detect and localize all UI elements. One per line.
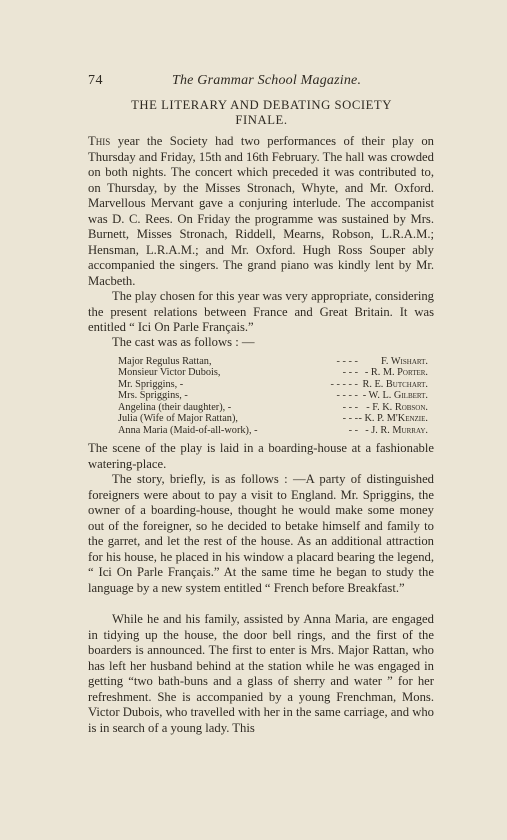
paragraph-6 bbox=[88, 612, 434, 736]
cast-role: Mrs. Spriggins, - bbox=[118, 390, 188, 402]
cast-leader-dashes: - - - - bbox=[336, 390, 358, 402]
cast-actor: - J. R. Murray. bbox=[365, 424, 428, 436]
article-title bbox=[88, 98, 435, 128]
cast-row bbox=[118, 425, 428, 436]
cast-leader-dashes: - - bbox=[348, 424, 358, 436]
cast-actor: R. E. Butchart. bbox=[362, 378, 428, 390]
paragraph-1-text bbox=[88, 134, 434, 289]
cast-leader-dashes: - - - bbox=[342, 367, 358, 379]
paragraph-5 bbox=[88, 472, 434, 596]
paragraph-4-text: The scene of the play is laid in a boarding-house at a fashionable watering-place. bbox=[88, 441, 434, 471]
paragraph-2 bbox=[88, 289, 434, 336]
cast-actor: - R. M. Porter. bbox=[364, 367, 428, 379]
paragraph-2-text: The play chosen for this year was very appropriate, considering the present relations between France and Great Britain. It was entitled “ Ici On Parle Français.” bbox=[88, 289, 434, 334]
cast-actor: - K. P. M'Kenzie. bbox=[358, 413, 428, 425]
cast-role: Julia (Wife of Major Rattan), bbox=[118, 413, 238, 425]
paragraph-6-text: While he and his family, assisted by Anna Maria, are engaged in tidying up the house, the door bell rings, and the first of the boarders is announced. The first to enter is Mrs. Major Rattan, who has left her husband behind at the station while he was engaged in getting “two bath-buns and a glass of sherry and water ” for her refreshment. She is accompanied by a young Frenchman, Mons. Victor Dubois, who travelled with her in the same carriage, and who is in search of a young lady. This bbox=[88, 612, 434, 735]
cast-role: Mr. Spriggins, - bbox=[118, 378, 184, 390]
paragraph-5-text: The story, briefly, is as follows : —A party of distinguished foreigners were about to pay a visit to England. Mr. Spriggins, the owner of a boarding-house, thought he would make some money out of the foreigner, so he decided to betake himself and family to the garret, and let the rest of the house. As an additional attraction for his house, he placed in his window a placard bearing the legend, “ Ici On Parle Français.” At the same time he began to study the language by a new system entitled “ French before Breakfast.” bbox=[88, 472, 434, 595]
cast-leader-dashes: - - - - bbox=[336, 356, 358, 367]
cast-row bbox=[118, 367, 428, 378]
paragraph-1-lead-word: This bbox=[88, 134, 111, 148]
cast-row bbox=[118, 402, 428, 413]
cast-leader-dashes: - - - bbox=[342, 413, 358, 425]
paragraph-1-body: year the Society had two performances of their play on Thursday and Friday, 15th and 16th February. The hall was crowded on both nights. The concert which preceded it was contributed to, on Thursday, by the Misses Stronach, Whyte, and Mr. Oxford. Marvellous Mervant gave a conjuring interlude. The accompanist was D. C. Rees. On Friday the programme was sustained by Mrs. Burnett, Misses Stronach, Riddell, Mearns, Robson, L.R.A.M.; Hensman, L.R.A.M.; and Mr. Oxford. Hugh Ross Souper ably accompanied the singers. The grand piano was kindly lent by Mr. Macbeth. bbox=[88, 134, 434, 288]
article-title-line-1: THE LITERARY AND DEBATING SOCIETY bbox=[131, 98, 392, 112]
paragraph-3 bbox=[88, 335, 434, 351]
paragraph-4 bbox=[88, 441, 434, 472]
cast-role: Major Regulus Rattan, bbox=[118, 356, 212, 367]
cast-list bbox=[118, 356, 428, 436]
cast-row bbox=[118, 356, 428, 367]
cast-role: Monsieur Victor Dubois, bbox=[118, 367, 221, 379]
cast-row bbox=[118, 379, 428, 390]
cast-leader-dashes: - - - bbox=[342, 401, 358, 413]
cast-role: Angelina (their daughter), - bbox=[118, 401, 232, 413]
cast-actor: - W. L. Gilbert. bbox=[362, 390, 428, 402]
running-title: The Grammar School Magazine. bbox=[172, 73, 362, 88]
cast-actor: F. Wishart. bbox=[380, 356, 428, 367]
paragraph-3-text: The cast was as follows : — bbox=[112, 335, 255, 349]
paragraph-1 bbox=[88, 134, 434, 289]
cast-leader-dashes: - - - - - bbox=[330, 378, 358, 390]
cast-role: Anna Maria (Maid-of-all-work), - bbox=[118, 424, 258, 436]
cast-actor: - F. K. Robson. bbox=[366, 401, 428, 413]
page-number: 74 bbox=[88, 73, 103, 88]
page-header bbox=[88, 73, 433, 91]
article-title-line-2: FINALE. bbox=[235, 113, 288, 127]
cast-row bbox=[118, 413, 428, 424]
cast-row bbox=[118, 390, 428, 401]
